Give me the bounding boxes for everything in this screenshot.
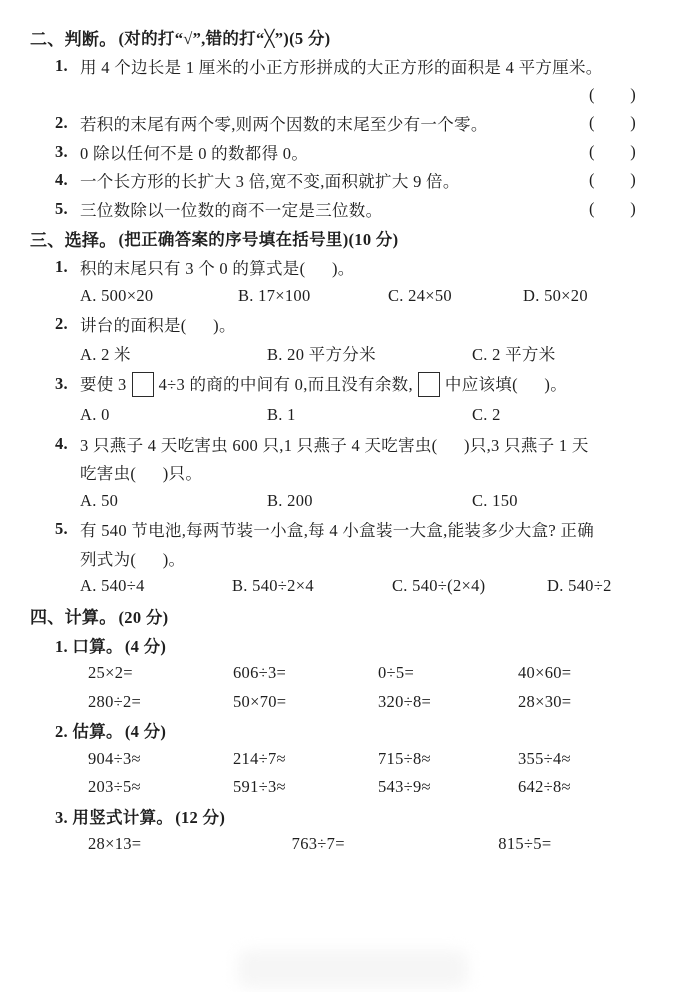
judge-item-5 — [30, 195, 636, 224]
section-title-note: (对的打“√”,错的打“╳”)(5 分) — [118, 29, 331, 48]
item-number: 5. — [55, 198, 68, 218]
judge-item-1 — [30, 52, 636, 81]
option: A. 50 — [80, 490, 119, 510]
answer-bracket: ( ) — [589, 84, 636, 104]
vertical-calc-row — [88, 830, 636, 859]
calc-sub2-label — [55, 716, 636, 745]
equation: 40×60= — [518, 663, 572, 683]
item-text: 用 4 个边长是 1 厘米的小正方形拼成的大正方形的面积是 4 平方厘米。 — [80, 58, 603, 78]
option: B. 200 — [267, 490, 313, 510]
judge-item-1-answer-line — [30, 81, 636, 110]
question-text: 有 540 节电池,每两节装一小盒,每 4 小盒装一大盒,能装多少大盒? 正确 — [80, 521, 595, 541]
question-text-part: 4÷3 的商的中间有 0,而且没有余数, — [158, 375, 413, 394]
blank-box — [418, 372, 440, 397]
section-judge-title — [30, 22, 636, 52]
section-choice-title — [30, 223, 636, 253]
sub-label-note: (4 分) — [124, 636, 167, 656]
equation: 50×70= — [233, 691, 287, 711]
item-number: 2. — [55, 314, 68, 334]
item-number: 3. — [55, 374, 68, 393]
sub-label-text: 1. 口算。 — [55, 636, 123, 656]
section-calc-title — [30, 601, 636, 631]
choice-question-2-options — [80, 339, 636, 368]
item-text: 三位数除以一位数的商不一定是三位数。 — [80, 200, 383, 220]
sub-label-note: (12 分) — [175, 807, 226, 827]
sub-label-note: (4 分) — [124, 722, 167, 742]
choice-question-1-options — [80, 282, 636, 311]
equation: 214÷7≈ — [233, 748, 286, 768]
judge-item-3 — [30, 138, 636, 167]
judge-item-2 — [30, 109, 636, 138]
question-text — [80, 371, 636, 397]
question-text-part: 要使 3 — [80, 375, 127, 394]
equation: 203÷5≈ — [88, 777, 141, 797]
calc-sub3-label — [55, 802, 636, 831]
item-number: 2. — [55, 113, 68, 133]
item-number: 3. — [55, 141, 68, 161]
equation: 543÷9≈ — [378, 777, 431, 797]
choice-question-1 — [30, 253, 636, 282]
option: C. 24×50 — [388, 285, 452, 305]
item-text: 一个长方形的长扩大 3 倍,宽不变,面积就扩大 9 倍。 — [80, 172, 460, 192]
equation: 320÷8= — [378, 691, 432, 711]
question-text: 积的末尾只有 3 个 0 的算式是( )。 — [80, 259, 355, 279]
choice-question-5-line2: 列式为( )。 — [80, 549, 186, 569]
item-number: 4. — [55, 433, 68, 453]
sub-label-text: 3. 用竖式计算。 — [55, 807, 174, 827]
equation: 28×13= — [88, 834, 142, 854]
question-text-part: 中应该填( )。 — [444, 375, 568, 394]
equation: 0÷5= — [378, 663, 415, 683]
item-number: 5. — [55, 519, 68, 539]
oral-calc-row-1 — [88, 659, 636, 688]
item-number: 1. — [55, 56, 68, 76]
section-title-note: (20 分) — [118, 607, 169, 627]
section-title-text: 三、选择。 — [30, 230, 117, 250]
item-text: 0 除以任何不是 0 的数都得 0。 — [80, 143, 309, 163]
equation: 606÷3= — [233, 663, 287, 683]
option: A. 2 米 — [80, 344, 131, 364]
question-text: 讲台的面积是( )。 — [80, 316, 236, 336]
choice-question-2 — [30, 310, 636, 339]
section-title-note: (把正确答案的序号填在括号里)(10 分) — [118, 230, 399, 249]
choice-question-5 — [30, 515, 636, 544]
equation: 28×30= — [518, 691, 572, 711]
equation: 591÷3≈ — [233, 777, 286, 797]
equation: 715÷8≈ — [378, 748, 431, 768]
equation: 355÷4≈ — [518, 748, 571, 768]
answer-bracket: ( ) — [589, 198, 636, 218]
equation: 25×2= — [88, 663, 133, 683]
section-calc — [30, 601, 636, 859]
sub-label-text: 2. 估算。 — [55, 722, 123, 742]
calc-sub1-label — [55, 631, 636, 660]
choice-question-5-options — [80, 572, 636, 601]
answer-bracket: ( ) — [589, 141, 636, 161]
option: C. 150 — [472, 490, 518, 510]
oral-calc-row-2 — [88, 688, 636, 717]
section-title-text: 二、判断。 — [30, 29, 117, 49]
equation: 280÷2= — [88, 691, 142, 711]
scan-shadow — [238, 950, 468, 988]
option: B. 20 平方分米 — [267, 344, 376, 364]
question-text: 3 只燕子 4 天吃害虫 600 只,1 只燕子 4 天吃害虫( )只,3 只燕子 1 天 — [80, 435, 589, 455]
option: B. 1 — [267, 405, 296, 425]
option: A. 500×20 — [80, 285, 154, 305]
answer-bracket: ( ) — [589, 113, 636, 133]
option: D. 540÷2 — [547, 576, 612, 596]
equation: 642÷8≈ — [518, 777, 571, 797]
estimate-row-2 — [88, 773, 636, 802]
choice-question-3-options — [80, 401, 636, 430]
option: B. 540÷2×4 — [232, 576, 314, 596]
item-number: 1. — [55, 257, 68, 277]
choice-question-4-options — [80, 487, 636, 516]
section-choice — [30, 223, 636, 601]
choice-question-4 — [30, 430, 636, 459]
judge-item-4 — [30, 166, 636, 195]
option: C. 2 — [472, 405, 501, 425]
section-title-text: 四、计算。 — [30, 608, 117, 627]
option: C. 540÷(2×4) — [392, 576, 486, 596]
option: D. 50×20 — [523, 285, 588, 305]
option: A. 540÷4 — [80, 576, 145, 596]
choice-question-3 — [30, 367, 636, 401]
option: A. 0 — [80, 405, 110, 425]
item-text: 若积的末尾有两个零,则两个因数的末尾至少有一个零。 — [80, 115, 488, 135]
item-number: 4. — [55, 170, 68, 190]
answer-bracket: ( ) — [589, 170, 636, 190]
section-judge — [30, 22, 636, 223]
estimate-row-1 — [88, 745, 636, 774]
equation: 763÷7= — [291, 834, 345, 854]
equation: 904÷3≈ — [88, 748, 141, 768]
equation: 815÷5= — [498, 834, 552, 854]
option: B. 17×100 — [238, 285, 311, 305]
option: C. 2 平方米 — [472, 344, 556, 364]
choice-question-4-line2: 吃害虫( )只。 — [80, 464, 203, 484]
blank-box — [132, 372, 154, 397]
